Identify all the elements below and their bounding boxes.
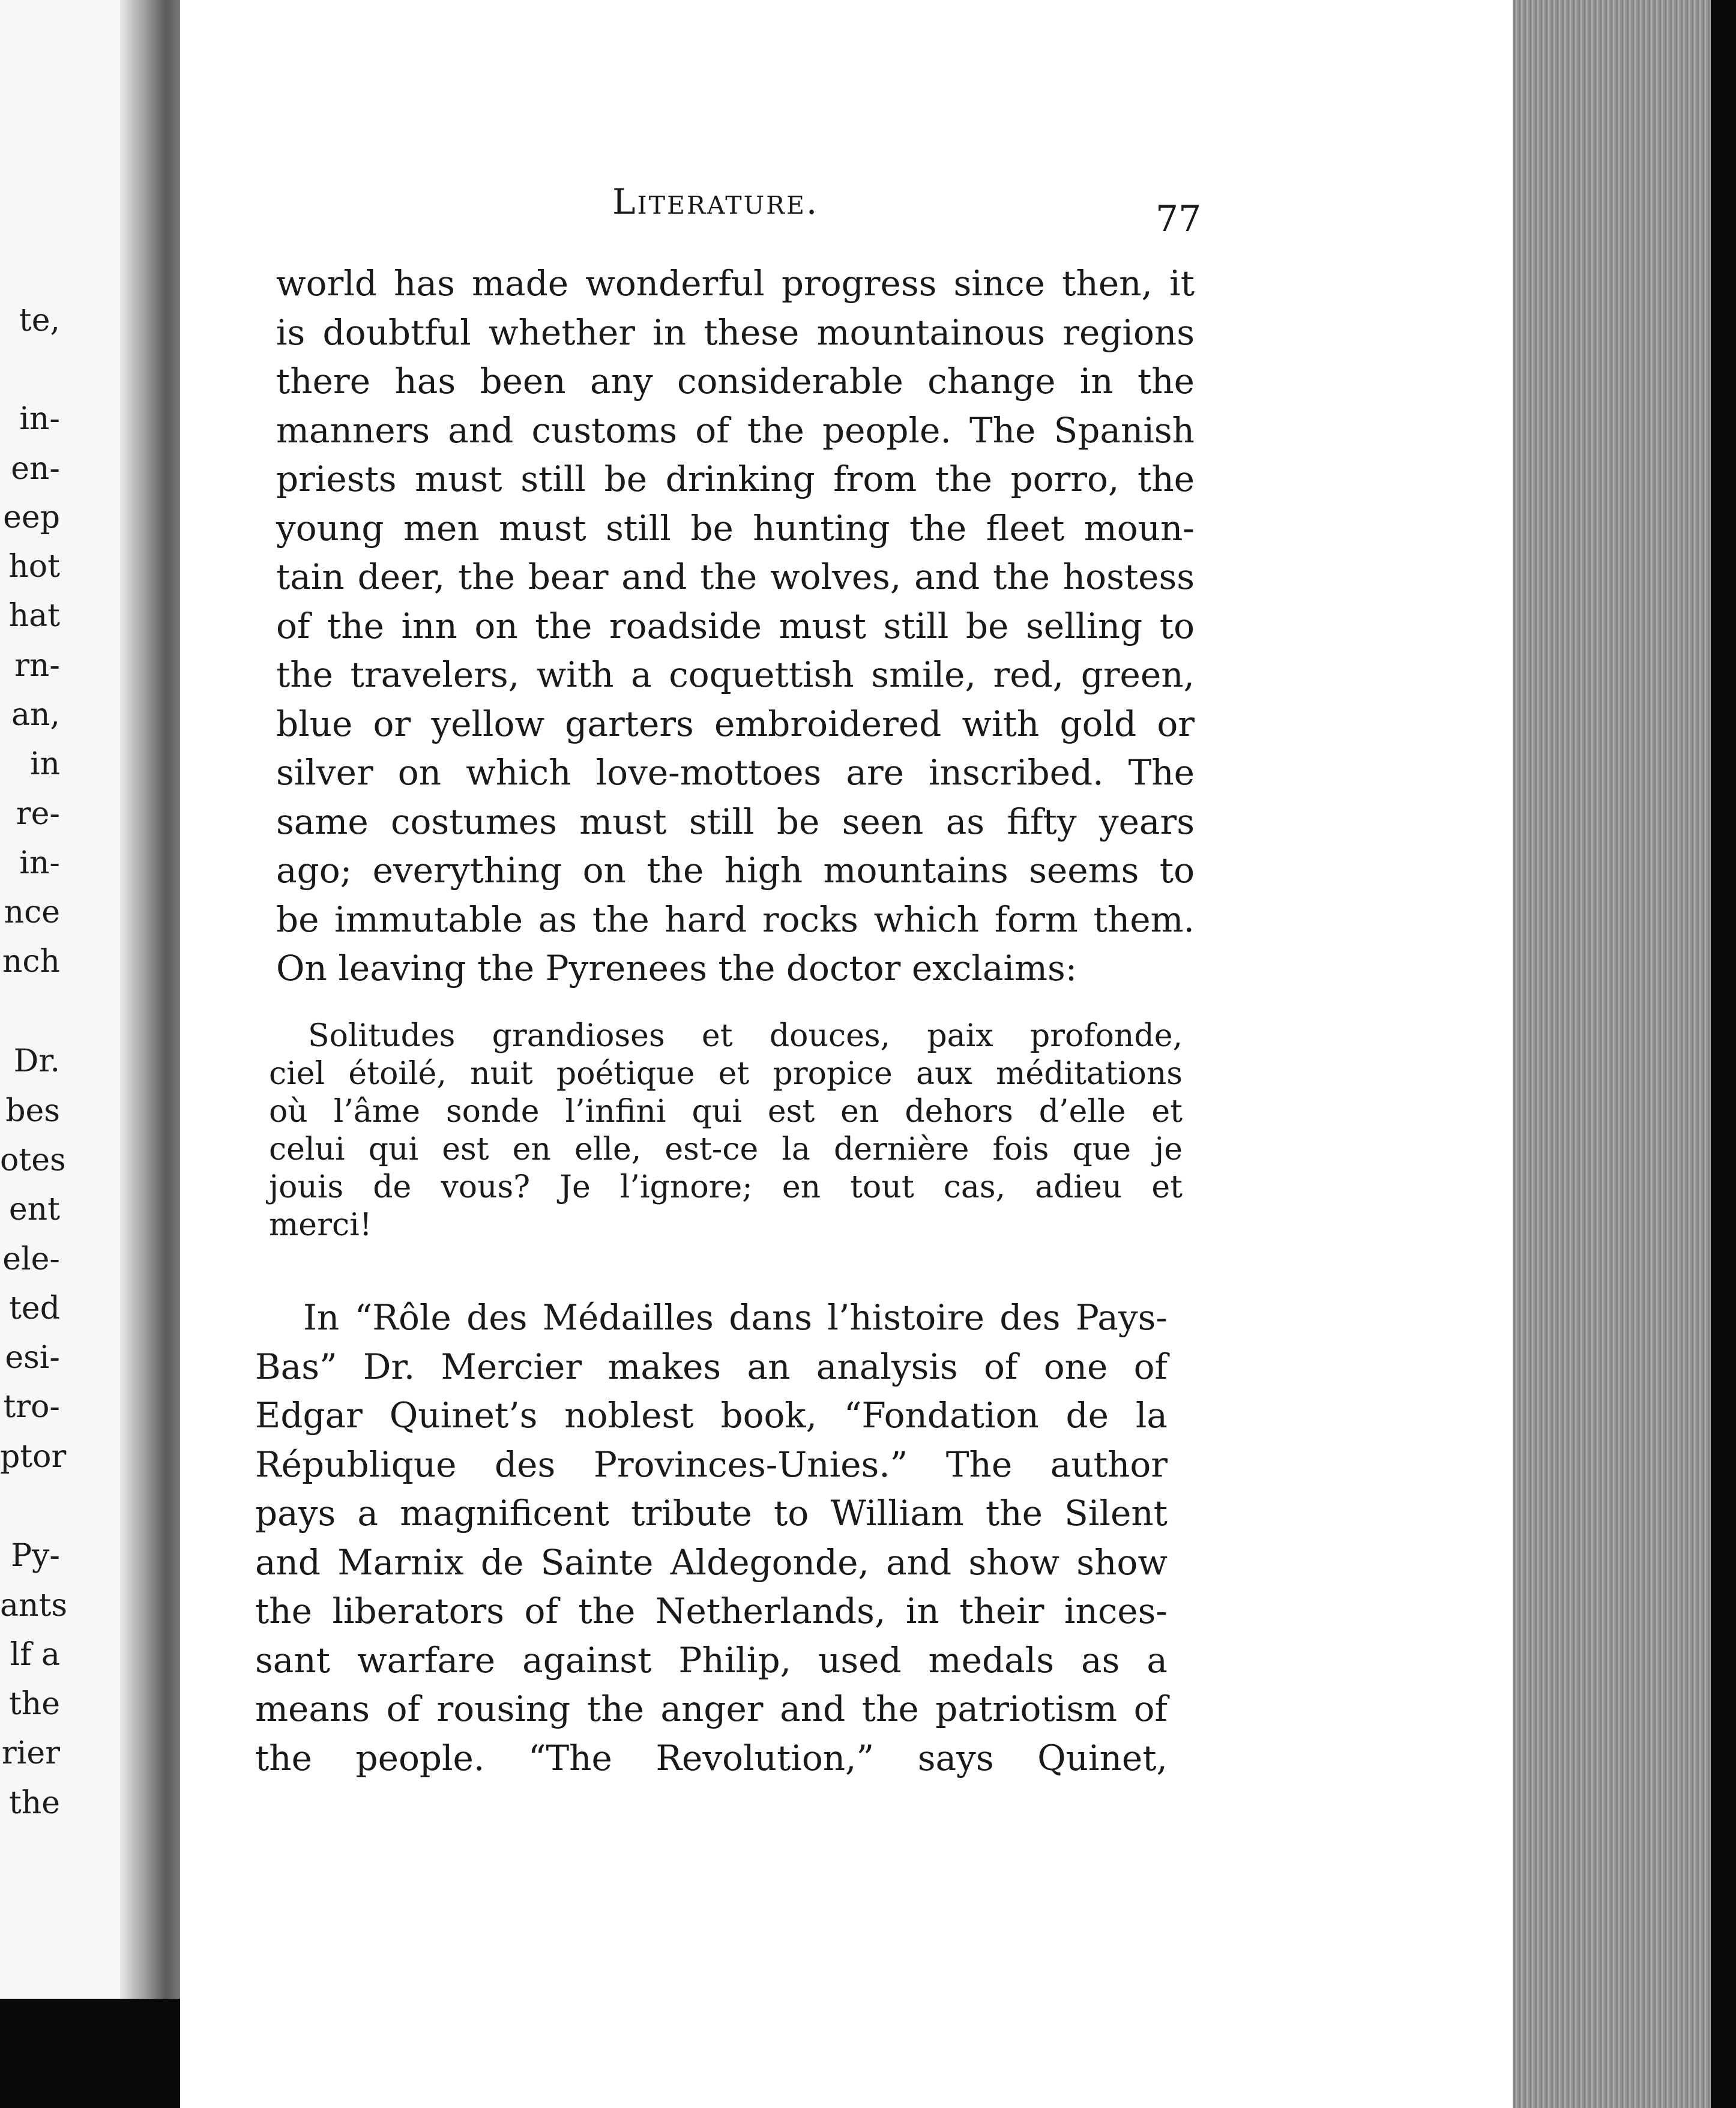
text-line: silver on which love-mottoes are inscribed. The [276,752,1195,793]
left-page-fragment: re- [16,796,60,832]
book-gutter [120,0,186,1999]
text-line: tain deer, the bear and the wolves, and the hostess [276,556,1195,597]
left-page-fragment: eep [3,499,60,535]
page-number: 77 [1156,198,1202,240]
quote-line: où l’âme sonde l’infini qui est en dehors d’elle et [269,1094,1183,1130]
text-line: same costumes must still be seen as fifty years [276,801,1195,842]
left-page-fragment: rier [1,1735,60,1771]
left-page-fragment: esi- [5,1340,60,1376]
text-line: world has made wonderful progress since then, it [276,263,1195,304]
paragraph [276,259,1195,993]
left-page-fragment: ted [9,1290,60,1327]
left-page-fragment: rn- [14,648,60,684]
left-page-fragment: lf a [10,1637,60,1673]
left-page-fragment: Py- [11,1538,60,1574]
quote-line: jouis de vous? Je l’ignore; en tout cas, adieu et [269,1169,1183,1205]
text-line: there has been any considerable change in the [276,361,1195,402]
left-page-fragment: tro- [3,1389,60,1425]
quote-line: ciel étoilé, nuit poétique et propice aux méditations [269,1056,1183,1092]
left-page-fragment: ele- [2,1241,60,1277]
text-line: République des Provinces-Unies.” The author [255,1444,1168,1485]
page-edges [1513,0,1711,2108]
left-page-fragment: hot [8,549,60,585]
text-line: In “Rôle des Médailles dans l’histoire des Pays- [303,1297,1168,1338]
left-page-fragment: ants [0,1588,68,1624]
text-line: young men must still be hunting the fleet moun- [276,507,1195,549]
text-line: ago; everything on the high mountains seems to [276,850,1195,891]
text-line: the travelers, with a coquettish smile, red, green, [276,654,1195,695]
left-page-fragment: te, [19,303,60,339]
text-line: sant warfare against Philip, used medals as a [255,1639,1168,1681]
left-page-fragment: en- [11,451,60,487]
text-line: of the inn on the roadside must still be selling to [276,605,1195,646]
quote-line: celui qui est en elle, est-ce la dernière fois que je [269,1131,1183,1167]
block-quote [269,1017,1183,1244]
text-line: the liberators of the Netherlands, in their inces- [255,1591,1168,1631]
left-page-fragment: in [29,746,60,782]
text-line: pays a magnificent tribute to William the Silent [255,1493,1168,1534]
text-line: and Marnix de Sainte Aldegonde, and show show [255,1541,1168,1583]
text-line: is doubtful whether in these mountainous regions [276,312,1195,353]
text-line: blue or yellow garters embroidered with gold or [276,703,1195,744]
left-page-fragment: bes [5,1093,60,1129]
left-page-fragment: in- [19,401,60,437]
text-line: priests must still be drinking from the porro, the [276,459,1195,499]
left-page-fragment: hat [8,598,60,634]
text-line: the people. “The Revolution,” says Quinet, [255,1737,1168,1778]
quote-line: Solitudes grandioses et douces, paix profonde, [308,1018,1183,1054]
quote-line: merci! [269,1207,372,1243]
left-page-fragment: an, [11,697,60,733]
left-page-fragment: ent [8,1191,60,1227]
left-page-fragment: in- [19,845,60,881]
text-line: be immutable as the hard rocks which form them. [276,899,1195,940]
running-head: Literature. [612,181,819,222]
left-page-fragment: nce [4,894,60,930]
paragraph [255,1293,1168,1783]
text-line: means of rousing the anger and the patriotism of [255,1688,1168,1729]
left-page-fragment: nch [2,944,60,980]
text-line: manners and customs of the people. The Spanish [276,409,1195,451]
text-line: On leaving the Pyrenees the doctor exclaims: [276,948,1077,989]
left-page-fragment: otes [0,1142,66,1178]
left-page-fragment: the [8,1686,60,1722]
text-line: Edgar Quinet’s noblest book, “Fondation de la [255,1395,1168,1436]
text-line: Bas” Dr. Mercier makes an analysis of one of [255,1346,1168,1387]
left-page-fragment: the [8,1785,60,1821]
left-page-fragment: Dr. [13,1043,60,1079]
left-page-fragment: ptor [0,1439,67,1475]
scan-border [1711,0,1736,2108]
